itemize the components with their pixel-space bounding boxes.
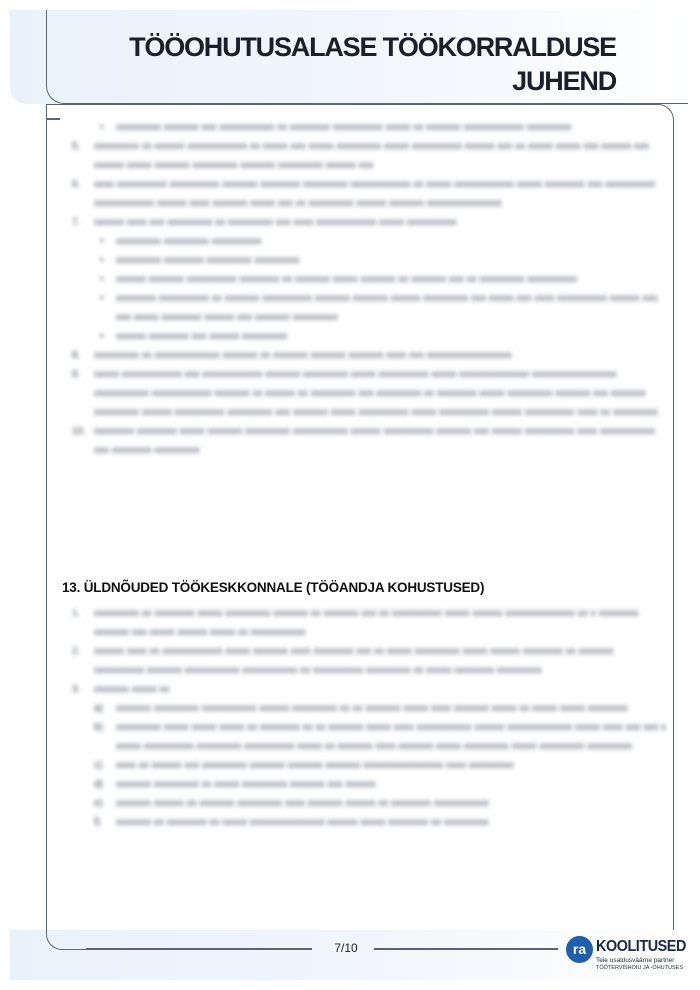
blurred-subitem: a) xxxxxxx xxxxxxxxx xxxxxxxxxxx xxxxxx xxxxxxxxx xx xx xxxxxxx xxxxx xxxx xxxxxxx xxxxx xx xxxxx xxxxx xxxxxxxx <box>94 703 628 714</box>
section-heading: 13. ÜLDNÕUDED TÖÖKESKKONNALE (TÖÖANDJA KOHUSTUSED) <box>62 580 485 595</box>
koolitused-logo <box>566 934 694 978</box>
document-title-line-1: TÖÖOHUTUSALASE TÖÖKORRALDUSE <box>129 32 616 62</box>
blurred-item: 1. xxxxxxxxx xx xxxxxxxx xxxxx xxxxxxxxx xxxxxxx xx xxxxxxx xxx xx xxxxxxxxxx xxxxx xxxxxx xxxxxxxxxxxxxx xx x xxxxxxxx xxxxxxx xxx xxxxx xxxxxx xxxxx xx xxxxxxxxxxx <box>72 608 639 638</box>
blurred-bullet: • xxxxxx xxxxxxx xxxxxxxxxx xxxxxxxx xx xxxxxxx xxxxx xxxxxxx xx xxxxxxx xxx xx xxxxxxxxx xxxxxxxxxx <box>100 274 578 285</box>
blurred-item: 5. xxxxxxxxx xx xxxxxx xxxxxxxxxxxx xx xxxxx xxx xxxxx xxxxxxxxx xxxxx xxxxxxxxxx xxxxxx xxx xx xxxxx xxxxx xxx xxxxxx xxx xxxxxx xxxxx xxxxxxx xxxxxxxxx xxxxxxx xxxxxxxxx xxxxxx xxx <box>72 141 650 171</box>
blurred-item: 8. xxxxxxxxx xx xxxxxxxxxxxxx xxxxxxx xx xxxxxxx xxxxxxx xxxxxxx xxxx xxx xxxxxxxxxxxxxxxxx <box>72 350 512 361</box>
logo-tagline: Teie usaldusväärne partner <box>596 957 675 964</box>
blurred-item: 9. xxxxx xxxxxxxxxxxx xxx xxxxxxxxxxxx xxxxxxx xxxxxxxxx xxxxx xxxxxxxxxx xxxxx xxxxxxxxxxxxxx xxxxxxxxxxxxxxxxx xxxxxxxxxxx xxxxxxxxxxxx xxxxxxx xx xxxxxx xx xxxxxxxxx xxx xxxxxxxxx xx xxxxxxxx xxxxx xxxxxxxxx xxxxxxx xxx xxxxxxx xxxxxxxxx xxxxxx xxxxxxxxxx xxxxxxxxx xxx xxxxxxx xxxxx xxxxxxxxxx xxxxx xxxxxxxxxx xxxxxx xxxxxxxxxx xxxx xx xxxxxxxxx <box>72 369 658 418</box>
blurred-subitem: e) xxxxxxx xxxxxx xx xxxxxxx xxxxxxxxx xxxx xxxxxxx xxxxxx xx xxxxxxxx xxxxxxxxxxx <box>94 798 489 809</box>
footer-frame-line <box>46 900 86 950</box>
blurred-item: 6. xxxx xxxxxxxxxx xxxxxxxxxx xxxxxxx xxxxxxxx xxxxxxxxx xxxxxxxxxxxx xx xxxxx xxxxxxxxxxxx xxxxx xxxxxxxx xxx xxxxxxxxxx xxxxxxxxxxxx xxxxxx xxxx xxxxxxx xxxxx xxx xx xxxxxxxxx xxxxxx xxxxxxx xxxxxxxxxxxxxxx <box>72 179 656 209</box>
ra-badge-icon: ra <box>566 936 593 963</box>
blurred-item: 2. xxxxxx xxxx xx xxxxxxxxxxxx xxxxx xxxxxxx xxxx xxxxxxxx xxx xx xxxxx xxxxxxxxx xxxxx xxxxxx xxxxxxxx xx xxxxxxx xxxxxxxxxx xxxxxxx xxxxxxxxxxx xxxxxxxxxxx xx xxxxxxxxxx xxxxxxxxx xx xxxxx xxxxxxxx xxxxxxxxx <box>72 646 614 676</box>
logo-name: KOOLITUSED <box>596 938 686 955</box>
blurred-subitem: f) xxxxxxx xx xxxxxxxx xx xxxxx xxxxxxxxxxxxxxx xxxxxx xxxxx xxxxxxxx xx xxxxxxxxx <box>94 817 489 828</box>
blurred-bullet: • xxxxxxxxx xxxxxxx xxx xxxxxxxxxxx xx xxxxxxxx xxxxxxxxxx xxxxx xx xxxxxxx xxxxxxxxxxxx xxxxxxxxx <box>100 122 572 133</box>
document-title <box>56 30 616 98</box>
blurred-bullet: • xxxxxx xxxxxxxx xxx xxxxxx xxxxxxxxx <box>100 331 288 342</box>
blurred-subitem: c) xxxx xx xxxxxx xxx xxxxxxxxx xxxxxxx xxxxxxx xxxxxxx xxxxxxxxxxxxxxxx xxxx xxxxxxxxx <box>94 760 514 771</box>
blurred-bullet: • xxxxxxxxx xxxxxxxxx xxxxxxxxxx <box>100 236 262 247</box>
logo-subtitle: TÖÖTERVISHOIU JA -OHUTUSES <box>596 965 683 971</box>
footer-rule-right <box>374 948 558 950</box>
blurred-subitem: d) xxxxxxx xxxxxxxxx xx xxxxx xxxxxxxxx xxxxxxx xxx xxxxxx <box>94 779 376 790</box>
footer-rule-left <box>86 948 312 950</box>
document-title-line-2: JUHEND <box>512 66 616 96</box>
blurred-item: 7. xxxxxx xxxx xxx xxxxxxxxx xx xxxxxxxxx xxx xxxx xxxxxxxxxxxx xxxxx xxxxxxxxxx <box>72 217 457 228</box>
blurred-subitem: b) xxxxxxxxx xxxxx xxxxx xxxxx xx xxxxxxxx xx xx xxxxxxx xxxxx xxxx xxxxxxxxxxx xxxxxx xxxxxxxxxxxxx xxxxx xxxx xxx xxx x xxxxx xxxxxxxxxx xxxxxxxxx xxxxxxxxxx xxxxx xx xxxxxxx xxxx xxxxxxx xxxxx xxxxxxxxx xxxxx xxxxxxxxx xxxxxxxxx <box>94 722 667 752</box>
blurred-bullet: • xxxxxxxxx xxxxxxxx xxxxxxxxx xxxxxxxxx <box>100 255 300 266</box>
blurred-bullet: • xxxxxxxx xxxxxxxxxx xx xxxxxxx xxxxxxxxxx xxxxxxx xxxxxxx xxxxxx xxxxxxxxx xxx xxxxx xxx xxxx xxxxxxxxxx xxxxxx xxx xxx xxxxx xxxxxxxx xxxxxx xxx xxxxxxx xxxxxxxxx <box>100 293 658 323</box>
page-number: 7/10 <box>334 941 358 955</box>
blurred-text-lower <box>62 604 666 832</box>
blurred-text-upper <box>62 118 666 460</box>
blurred-item: 3. xxxxxxx xxxxx xx <box>72 684 170 695</box>
frame-tick <box>46 118 60 120</box>
blurred-item: 10. xxxxxxxx xxxxxxxx xxxxx xxxxxxx xxxxxxxxx xxxxxxxxxxx xxxxxx xxxxxxxxxx xxxxxxx xxx xxxxxx xxxxxxxxxx xxxx xxxxxxxxxxx xxx xxxxxxxx xxxxxxxxx <box>72 426 656 456</box>
